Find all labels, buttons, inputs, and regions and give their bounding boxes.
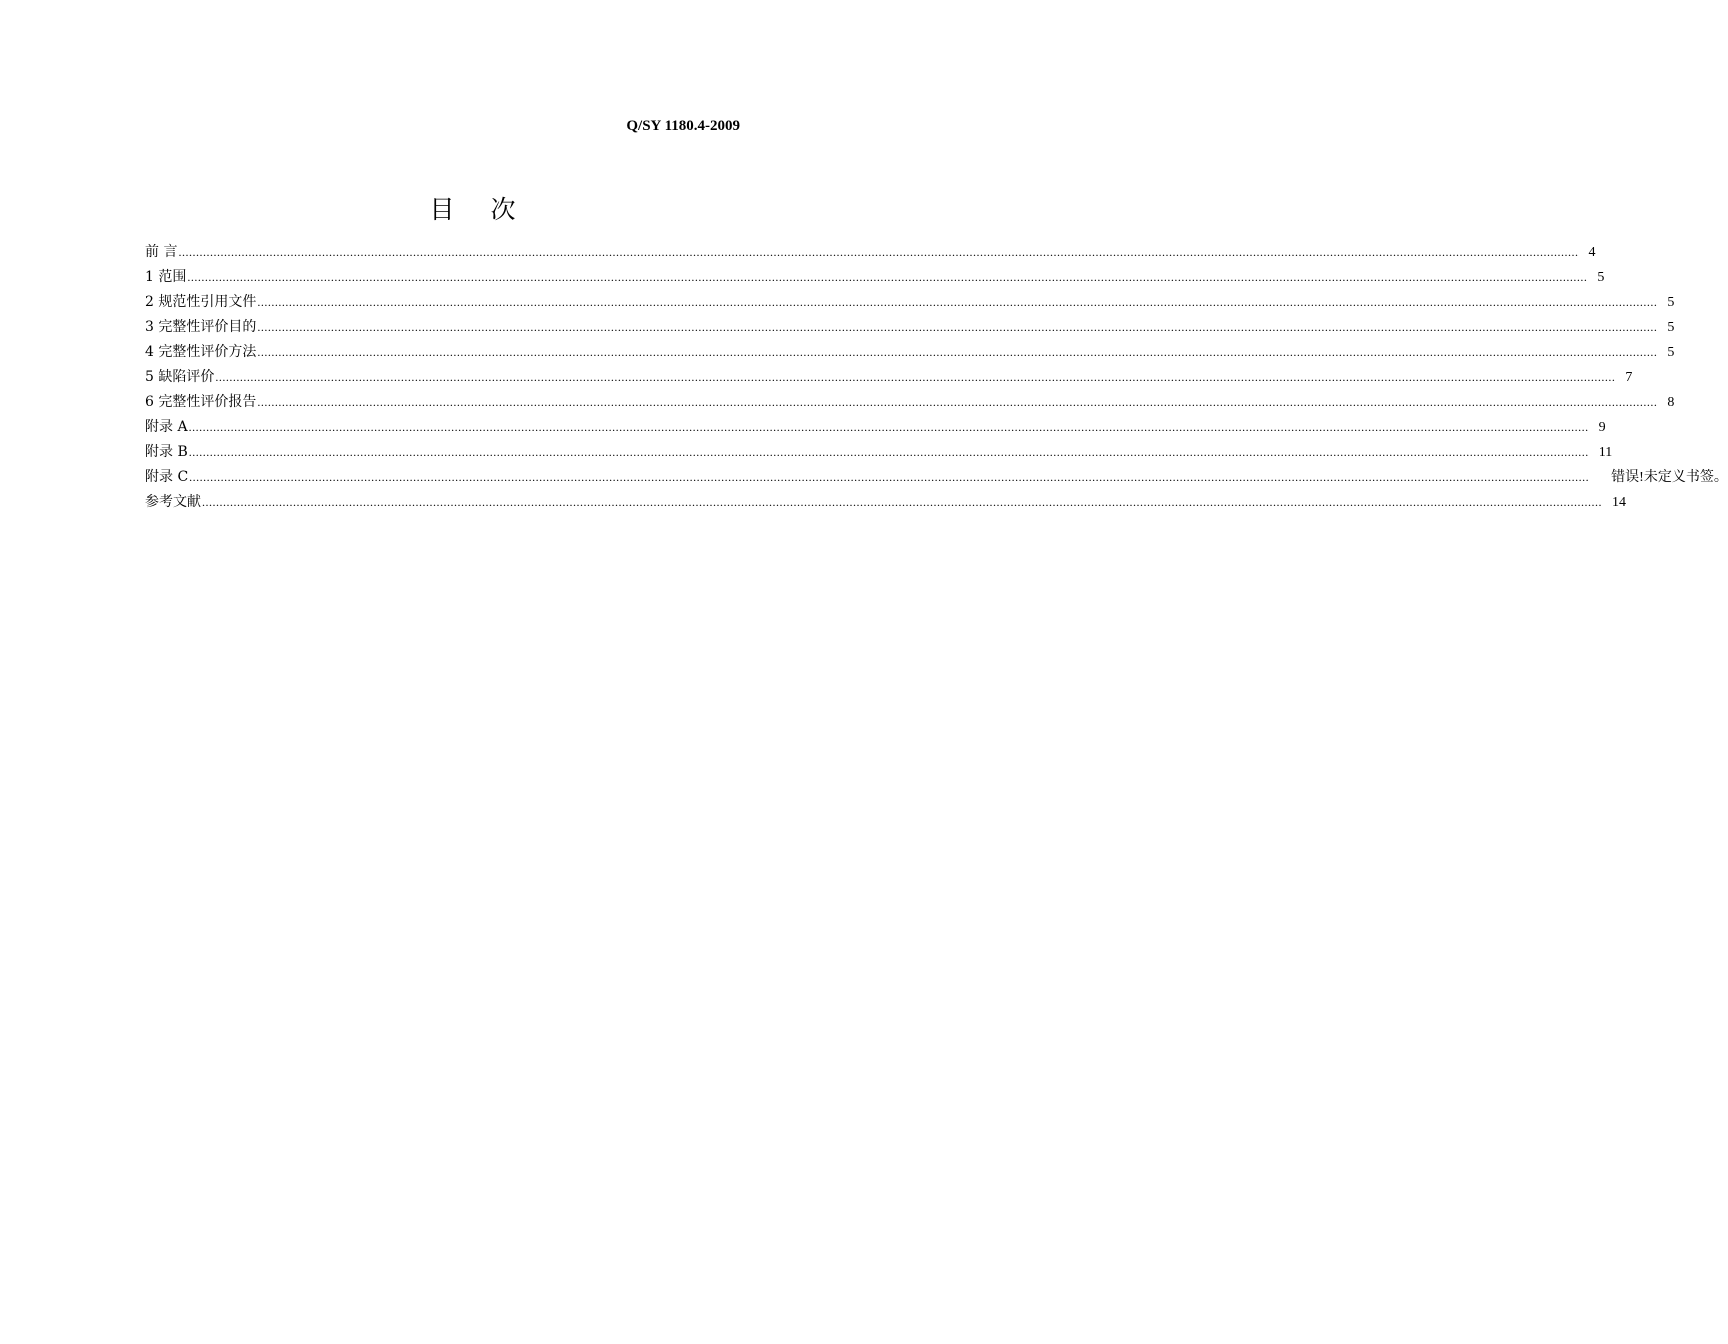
- toc-entry-label: 3 完整性评价目的: [145, 319, 257, 335]
- toc-entry-label: 2 规范性引用文件: [145, 294, 257, 310]
- dot-leader: ................................................................................................................................................................................................................................................................................................................................................................................................................: [257, 320, 1658, 334]
- document-code: Q/SY 1180.4-2009: [626, 118, 740, 134]
- toc-entry-label: 参考文献: [145, 494, 201, 510]
- toc-entry-page: 4: [1588, 245, 1596, 260]
- toc-entry-page: 9: [1598, 420, 1606, 435]
- dot-leader: ................................................................................................................................................................................................................................................................................................................................................................................................................: [188, 445, 1589, 459]
- toc-entry-label: 附录 C: [145, 469, 189, 485]
- toc-entry-scope[interactable]: [145, 266, 1605, 291]
- dot-leader: ................................................................................................................................................................................................................................................................................................................................................................................................................: [202, 495, 1602, 509]
- toc-entry-page-error: 错误!未定义书签。: [1611, 470, 1728, 485]
- toc-entry-label: 5 缺陷评价: [145, 369, 215, 385]
- toc-entry-label: 1 范围: [145, 269, 187, 285]
- dot-leader: ................................................................................................................................................................................................................................................................................................................................................................................................................: [257, 395, 1658, 409]
- toc-entry-label: 4 完整性评价方法: [145, 344, 257, 360]
- toc-entry-page: 5: [1667, 295, 1675, 310]
- toc-entry-bibliography[interactable]: [145, 491, 1626, 516]
- toc-entry-appendix-a[interactable]: [145, 416, 1606, 441]
- toc-entry-appendix-c[interactable]: [145, 466, 1728, 491]
- toc-title: 目 次: [429, 195, 530, 224]
- dot-leader: ................................................................................................................................................................................................................................................................................................................................................................................................................: [257, 345, 1658, 359]
- toc-entry-label: 前 言: [145, 244, 178, 260]
- dot-leader: ................................................................................................................................................................................................................................................................................................................................................................................................................: [215, 370, 1616, 384]
- toc-entry-defect-assessment[interactable]: [145, 366, 1633, 391]
- dot-leader: ................................................................................................................................................................................................................................................................................................................................................................................................................: [187, 270, 1588, 284]
- dot-leader: ................................................................................................................................................................................................................................................................................................................................................................................................................: [189, 470, 1590, 484]
- toc-entry-normative-references[interactable]: [145, 291, 1675, 316]
- toc-entry-foreword[interactable]: [145, 241, 1596, 266]
- toc-entry-label: 6 完整性评价报告: [145, 394, 257, 410]
- toc-entry-assessment-purpose[interactable]: [145, 316, 1675, 341]
- toc-entry-label: 附录 B: [145, 444, 188, 460]
- dot-leader: ................................................................................................................................................................................................................................................................................................................................................................................................................: [178, 245, 1579, 259]
- toc-entry-label: 附录 A: [145, 419, 188, 435]
- toc-entry-page: 5: [1597, 270, 1605, 285]
- toc-entry-page: 8: [1667, 395, 1675, 410]
- toc-entry-assessment-report[interactable]: [145, 391, 1675, 416]
- toc-entry-page: 7: [1625, 370, 1633, 385]
- toc-entry-appendix-b[interactable]: [145, 441, 1613, 466]
- table-of-contents: [145, 241, 1728, 516]
- toc-entry-page: 11: [1598, 445, 1613, 460]
- dot-leader: ................................................................................................................................................................................................................................................................................................................................................................................................................: [257, 295, 1658, 309]
- toc-entry-page: 5: [1667, 345, 1675, 360]
- toc-entry-page: 5: [1667, 320, 1675, 335]
- toc-entry-assessment-methods[interactable]: [145, 341, 1675, 366]
- toc-entry-page: 14: [1612, 495, 1626, 510]
- dot-leader: ................................................................................................................................................................................................................................................................................................................................................................................................................: [188, 420, 1589, 434]
